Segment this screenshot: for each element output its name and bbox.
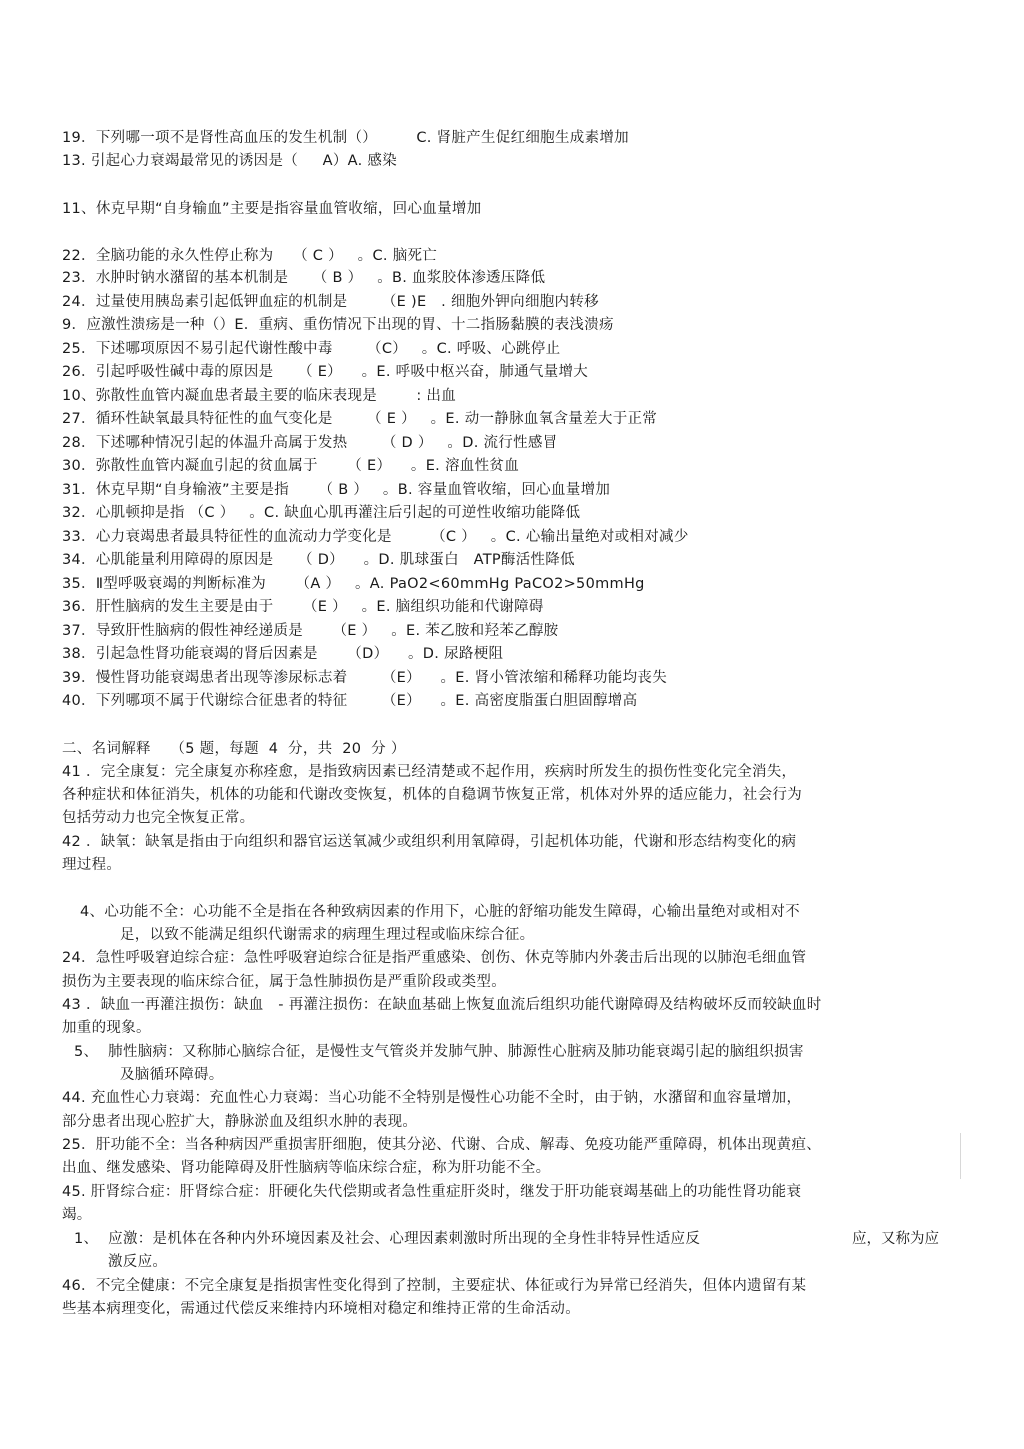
- definition-line: 25．肝功能不全：当各种病因严重损害肝细胞，使其分泌、代谢、合成、解毒、免疫功能严重障碍，机体出现黄疸、: [62, 1137, 822, 1153]
- scan-edge-divider: [960, 1133, 961, 1179]
- definition-line: 1、 应激：是机体在各种内外环境因素及社会、心理因素刺激时所出现的全身性非特异性适应反: [74, 1231, 701, 1247]
- definition-line: 44. 充血性心力衰竭：充血性心力衰竭：当心功能不全特别是慢性心功能不全时，由于钠，水潴留和血容量增加，: [62, 1090, 802, 1106]
- definition-line: 些基本病理变化，需通过代偿反来维持内环境相对稳定和维持正常的生命活动。: [62, 1301, 580, 1317]
- question-line: 13. 引起心力衰竭最常见的诱因是（ A）A. 感染: [62, 153, 398, 169]
- definition-line: 包括劳动力也完全恢复正常。: [62, 810, 255, 826]
- section-title: 二、名词解释 （5 题，每题 4 分，共 20 分 ）: [62, 741, 406, 757]
- question-line: 32．心肌顿抑是指 （C ） 。C. 缺血心肌再灌注后引起的可逆性收缩功能降低: [62, 505, 581, 521]
- question-line: 39．慢性肾功能衰竭患者出现等渗尿标志着 （E） 。E. 肾小管浓缩和稀释功能均丧失: [62, 670, 667, 686]
- definition-line: 24．急性呼吸窘迫综合症：急性呼吸窘迫综合征是指严重感染、创伤、休克等肺内外袭击后出现的以肺泡毛细血管: [62, 950, 807, 966]
- question-line: 26．引起呼吸性碱中毒的原因是 （ E） 。E. 呼吸中枢兴奋，肺通气量增大: [62, 364, 589, 380]
- question-line: 30．弥散性血管内凝血引起的贫血属于 （ E） 。E. 溶血性贫血: [62, 458, 519, 474]
- definition-line: 理过程。: [62, 857, 122, 873]
- definition-line: 部分患者出现心腔扩大，静脉淤血及组织水肿的表现。: [62, 1114, 418, 1130]
- question-line: 19．下列哪一项不是肾性高血压的发生机制（） C. 肾脏产生促红细胞生成素增加: [62, 130, 629, 146]
- definition-line: 41 ．完全康复：完全康复亦称痊愈，是指致病因素已经清楚或不起作用，疾病时所发生的损伤性变化完全消失，: [62, 764, 797, 780]
- question-line: 9．应激性溃疡是一种（）E．重病、重伤情况下出现的胃、十二指肠黏膜的表浅溃疡: [62, 317, 614, 333]
- definition-line: 43 ．缺血一再灌注损伤：缺血 - 再灌注损伤：在缺血基础上恢复血流后组织功能代谢障碍及结构破坏反而较缺血时: [62, 997, 822, 1013]
- question-line: 31．休克早期“自身输液”主要是指 （ B ） 。B. 容量血管收缩，回心血量增加: [62, 482, 611, 498]
- definition-line: 出血、继发感染、肾功能障碍及肝性脑病等临床综合症，称为肝功能不全。: [62, 1160, 551, 1176]
- question-line: 38．引起急性肾功能衰竭的肾后因素是 （D） 。D. 尿路梗阻: [62, 646, 504, 662]
- question-line: 11、休克早期“自身输血”主要是指容量血管收缩，回心血量增加: [62, 201, 482, 217]
- definition-line: 5、 肺性脑病：又称肺心脑综合征，是慢性支气管炎并发肺气肿、肺源性心脏病及肺功能衰竭引起的脑组织损害: [74, 1044, 804, 1060]
- definition-line: 加重的现象。: [62, 1020, 151, 1036]
- question-line: 24．过量使用胰岛素引起低钾血症的机制是 （E )E . 细胞外钾向细胞内转移: [62, 294, 599, 310]
- question-line: 34．心肌能量利用障碍的原因是 （ D） 。D. 肌球蛋白 ATP酶活性降低: [62, 552, 575, 568]
- question-line: 35．Ⅱ型呼吸衰竭的判断标准为 （A ） 。A. PaO2<60mmHg PaCO2>50mmHg: [62, 576, 645, 592]
- definition-line: 损伤为主要表现的临床综合征，属于急性肺损伤是严重阶段或类型。: [62, 974, 506, 990]
- question-line: 33．心力衰竭患者最具特征性的血流动力学变化是 （C ） 。C. 心输出量绝对或相对减少: [62, 529, 689, 545]
- question-line: 10、弥散性血管内凝血患者最主要的临床表现是 : 出血: [62, 388, 457, 404]
- definition-line: 各种症状和体征消失，机体的功能和代谢改变恢复，机体的自稳调节恢复正常，机体对外界的适应能力，社会行为: [62, 787, 802, 803]
- question-line: 22．全脑功能的永久性停止称为 （ C ） 。C. 脑死亡: [62, 248, 438, 264]
- question-line: 40．下列哪项不属于代谢综合征患者的特征 （E） 。E. 高密度脂蛋白胆固醇增高: [62, 693, 638, 709]
- question-line: 28．下述哪种情况引起的体温升高属于发热 （ D ） 。D. 流行性感冒: [62, 435, 558, 451]
- definition-line: 激反应。: [108, 1254, 168, 1270]
- question-line: 25．下述哪项原因不易引起代谢性酸中毒 （C） 。C. 呼吸、心跳停止: [62, 341, 561, 357]
- definition-line-fragment: 应，又称为应: [852, 1231, 939, 1247]
- definition-line: 及脑循环障碍。: [120, 1067, 224, 1083]
- question-line: 37．导致肝性脑病的假性神经递质是 （E ） 。E. 苯乙胺和羟苯乙醇胺: [62, 623, 559, 639]
- definition-line: 竭。: [62, 1207, 92, 1223]
- definition-line: 42 ．缺氧：缺氧是指由于向组织和器官运送氧减少或组织利用氧障碍，引起机体功能，代谢和形态结构变化的病: [62, 834, 797, 850]
- definition-line: 足，以致不能满足组织代谢需求的病理生理过程或临床综合征。: [120, 927, 535, 943]
- definition-line: 4、心功能不全：心功能不全是指在各种致病因素的作用下，心脏的舒缩功能发生障碍，心输出量绝对或相对不: [80, 904, 800, 920]
- question-line: 27．循环性缺氧最具特征性的血气变化是 （ E ） 。E. 动一静脉血氧含量差大于正常: [62, 411, 658, 427]
- definition-line: 45. 肝肾综合症：肝肾综合症：肝硬化失代偿期或者急性重症肝炎时，继发于肝功能衰竭基础上的功能性肾功能衰: [62, 1184, 802, 1200]
- question-line: 23．水肿时钠水潴留的基本机制是 （ B ） 。B. 血浆胶体渗透压降低: [62, 270, 546, 286]
- question-line: 36．肝性脑病的发生主要是由于 （E ） 。E. 脑组织功能和代谢障碍: [62, 599, 544, 615]
- definition-line: 46．不完全健康：不完全康复是指损害性变化得到了控制，主要症状、体征或行为异常已经消失，但体内遗留有某: [62, 1278, 807, 1294]
